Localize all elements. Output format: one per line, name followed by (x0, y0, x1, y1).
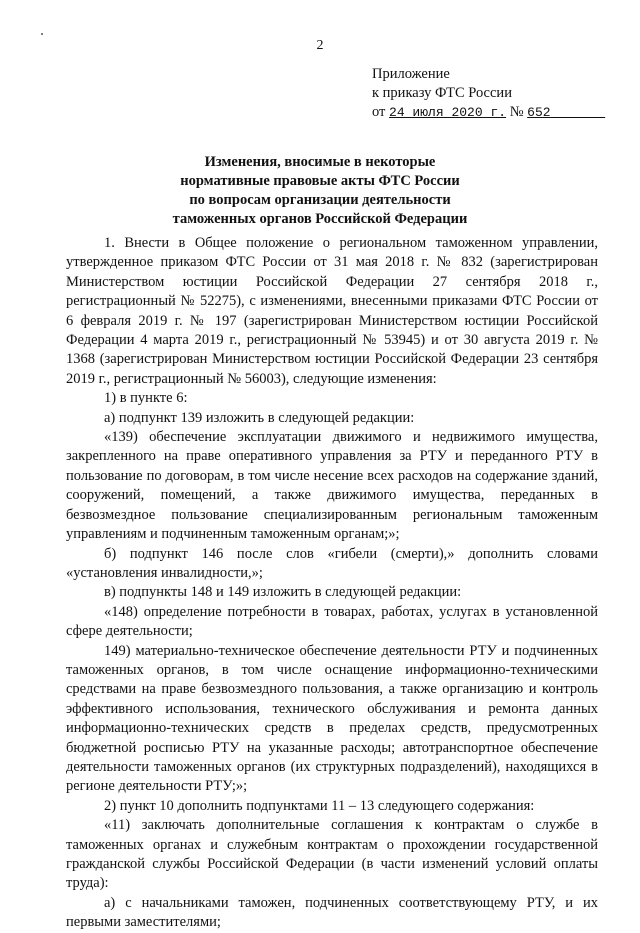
title-line: по вопросам организации деятельности (189, 192, 451, 208)
page-number: 2 (316, 38, 324, 53)
scan-speck (41, 33, 43, 35)
title-line: таможенных органов Российской Федерации (172, 211, 468, 227)
order-date: 24 июля 2020 г. (389, 105, 507, 120)
body-paragraph: 1. Внести в Общее положение о региональном таможенном управлении, утвержденное приказом ФТС России от 31 мая 2018 г. № 832 (зарегистрирован Министерством юстиции Российской Федерации 27 сентября 2018 г., регистрационный № 52275), с изменениями, внесенными приказами ФТС России от 6 февраля 2019 г. № 197 (зарегистрирован Министерством юстиции Российской Федерации 4 марта 2019 г., регистрационный № 53945) и от 30 августа 2019 г. № 1368 (зарегистрирован Министерством юстиции Российской Федерации 23 сентября 2019 г., регистрационный № 56003), следующие изменения: (66, 235, 598, 387)
body-paragraph: а) с начальниками таможен, подчиненных соответствующему РТУ, и их первыми заместителями; (66, 894, 598, 931)
title-line: Изменения, вносимые в некоторые (204, 154, 436, 170)
body-paragraph: «148) определение потребности в товарах, работах, услугах в установленной сфере деятельности; (66, 603, 598, 640)
body-paragraph: «139) обеспечение эксплуатации движимого и недвижимого имущества, закрепленного на праве оперативного управления за РТУ и переданного РТУ в пользование по договорам, в том числе несение всех расходов на содержание зданий, сооружений, помещений, а также движимого имущества, переданных в безвозмездное пользование специализированным региональным таможенным управлениям и подчиненным таможенным органам;»; (66, 429, 598, 543)
order-from: от (372, 104, 386, 120)
order-number-underline (551, 105, 606, 120)
body-paragraph: 2) пункт 10 дополнить подпунктами 11 – 13 следующего содержания: (104, 797, 535, 814)
document-title (0, 153, 640, 229)
appendix-order-date (372, 103, 605, 122)
body-paragraph: 149) материально-техническое обеспечение деятельности РТУ и подчиненных таможенных органов, в том числе оснащение информационно-техническими средствами на праве безвозмездного пользования, а также организацию и контроль эффективного использования, технического обслуживания и ремонта данных информационно-технических средств в пределах средств, предусмотренных бюджетной росписью РТУ на указанные расходы; автотранспортное обеспечение деятельности таможенных органов (их структурных подразделений), находящихся в регионе деятельности РТУ;»; (66, 642, 598, 795)
title-line: нормативные правовые акты ФТС России (180, 173, 460, 189)
appendix-label: Приложение (372, 66, 450, 82)
body-paragraph: б) подпункт 146 после слов «гибели (смерти),» дополнить словами «установления инвалидности,»; (66, 545, 598, 581)
appendix-block (372, 65, 605, 122)
body-paragraph: в) подпункты 148 и 149 изложить в следующей редакции: (104, 584, 462, 601)
body-paragraph: 1) в пункте 6: (104, 390, 188, 407)
body-paragraph: «11) заключать дополнительные соглашения к контрактам о службе в таможенных органах и служебным контрактам о прохождении государственной гражданской службы Российской Федерации (в части изменений условий оплаты труда): (66, 817, 598, 892)
order-number: 652 (527, 105, 551, 120)
appendix-order-ref: к приказу ФТС России (372, 85, 512, 101)
order-number-label: № (509, 104, 524, 120)
body-paragraph: а) подпункт 139 изложить в следующей редакции: (104, 409, 415, 426)
document-body (66, 234, 598, 933)
